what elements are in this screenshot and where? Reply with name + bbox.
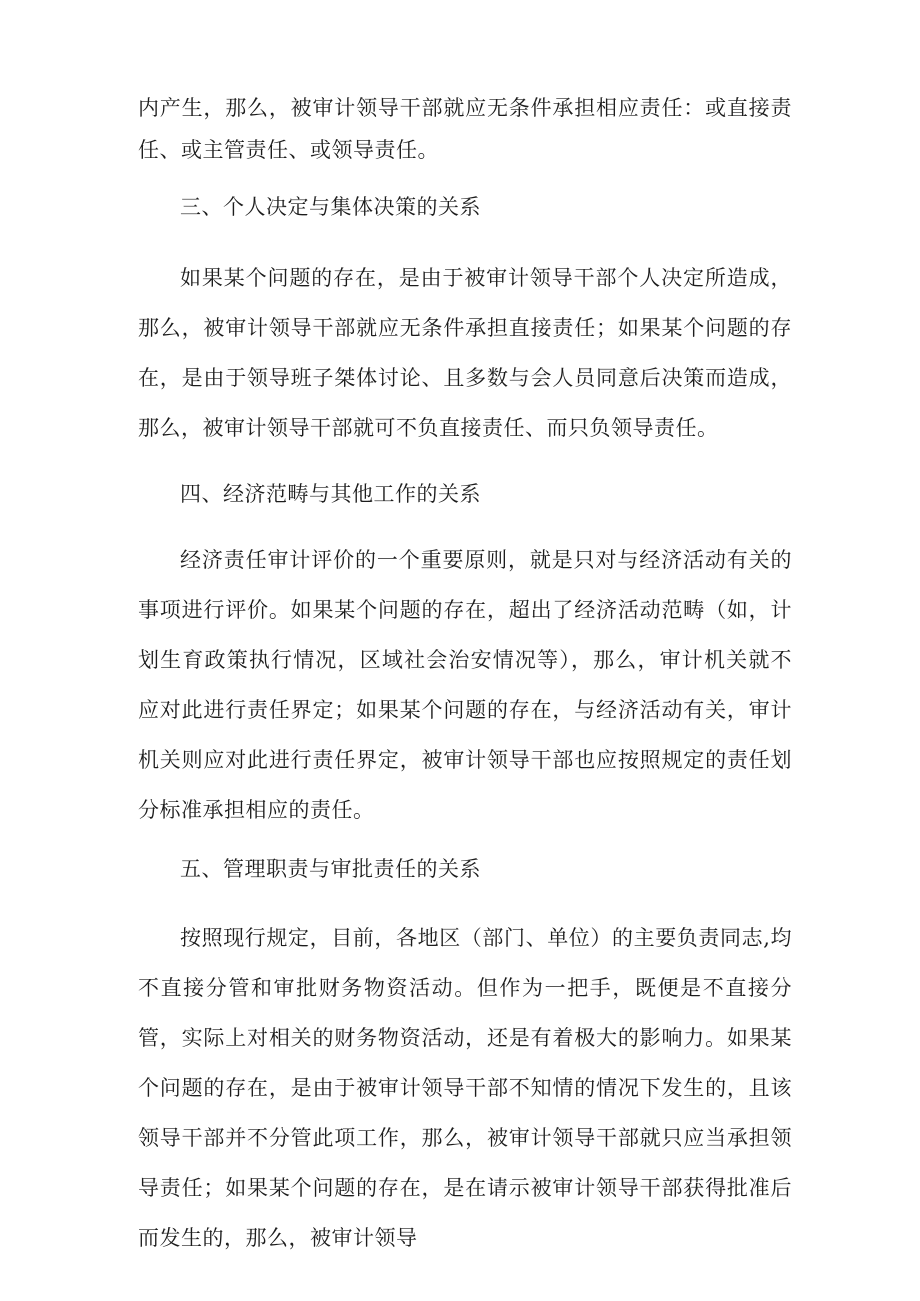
section-heading-three: 三、个人决定与集体决策的关系 [180, 195, 481, 219]
paragraph-section-five: 按照现行规定，目前，各地区（部门、单位）的主要负责同志,均不直接分管和审批财务物资活动。但作为一把手，既便是不直接分管，实际上对相关的财务物资活动，还是有着极大的影响力。如果某个问题的存在，是由于被审计领导干部不知情的情况下发生的，且该领导干部并不分管此项工作，那么，被审计领导干部就只应当承担领导责任；如果某个问题的存在，是在请示被审计领导干部获得批准后而发生的，那么，被审计领导 [138, 926, 792, 1250]
paragraph-section-three: 如果某个问题的存在，是由于被审计领导干部个人决定所造成，那么，被审计领导干部就应无条件承担直接责任；如果某个问题的存在，是由于领导班子桀体讨论、且多数与会人员同意后决策而造成，那么，被审计领导干部就可不负直接责任、而只负领导责任。 [138, 266, 792, 440]
paragraph-section-four: 经济责任审计评价的一个重要原则，就是只对与经济活动有关的事项进行评价。如果某个问题的存在，超出了经济活动范畴（如，计划生育政策执行情况，区域社会治安情况等），那么，审计机关就不应对此进行责任界定；如果某个问题的存在，与经济活动有关，审计机关则应对此进行责任界定，被审计领导干部也应按照规定的责任划分标准承担相应的责任。 [138, 548, 792, 822]
paragraph-continuation: 内产生，那么，被审计领导干部就应无条件承担相应责任：或直接责任、或主管责任、或领导责任。 [138, 96, 792, 162]
section-heading-five: 五、管理职责与审批责任的关系 [180, 857, 481, 881]
section-heading-four: 四、经济范畴与其他工作的关系 [180, 482, 481, 506]
